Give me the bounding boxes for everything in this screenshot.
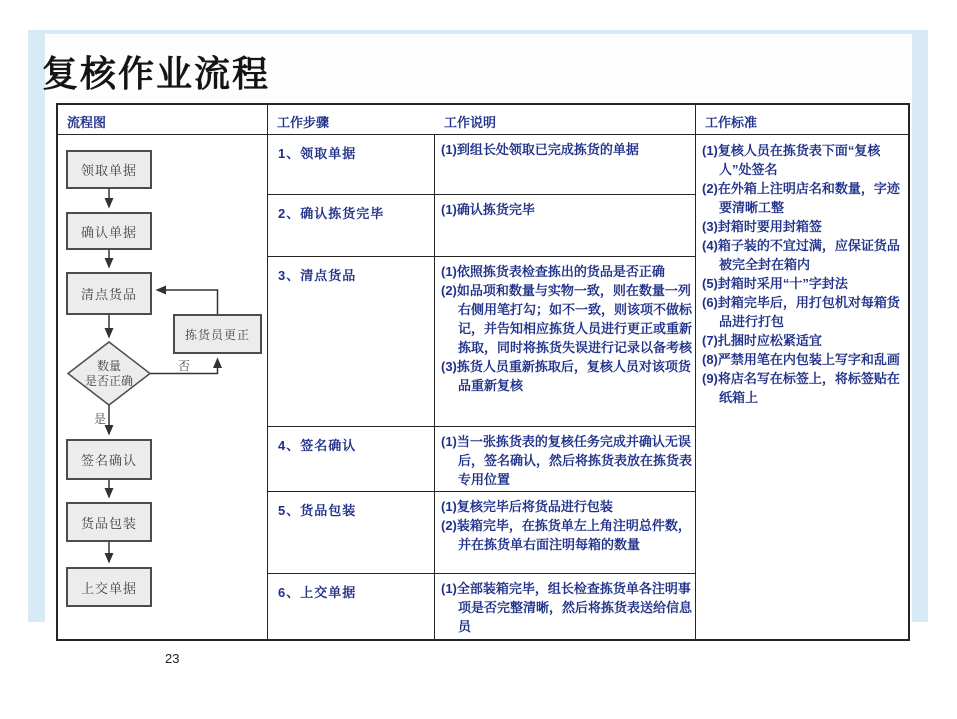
table-row	[268, 257, 695, 427]
description-item: (2)如品项和数量与实物一致，则在数量一列右侧用笔打勾；如不一致，则该项不做标记，并告知相应拣货人员进行更正或重新拣取，同时将拣货失误进行记录以备考核	[441, 283, 693, 355]
standard-item: (1)复核人员在拣货表下面“复核人”处签名	[702, 143, 881, 177]
table-row	[268, 574, 695, 639]
step-label: 2、确认拣货完毕	[268, 195, 435, 256]
description-item: (1)依照拣货表检查拣出的货品是否正确	[441, 264, 665, 279]
decision-label-line2: 是否正确	[84, 374, 133, 388]
step-description	[435, 135, 695, 194]
step-label: 5、货品包装	[268, 492, 435, 573]
description-item: (3)拣货人员重新拣取后，复核人员对该项货品重新复核	[441, 359, 691, 393]
description-item: (1)当一张拣货表的复核任务完成并确认无误后，签名确认，然后将拣货表放在拣货表专用位置	[441, 434, 693, 487]
description-item: (1)到组长处领取已完成拣货的单据	[441, 142, 639, 157]
decision-label-line1: 数量	[96, 359, 121, 373]
work-standards-cell	[695, 135, 908, 639]
branch-label-yes: 是	[94, 412, 107, 426]
table-row	[268, 492, 695, 574]
flow-node-sign-confirm: 签名确认	[66, 439, 152, 480]
table-body	[58, 135, 908, 639]
header-work-description: 工作说明	[444, 115, 497, 130]
flow-node-quantity-decision	[68, 348, 150, 400]
description-item: (2)装箱完毕，在拣货单左上角注明总件数，并在拣货单右面注明每箱的数量	[441, 518, 691, 552]
standard-item: (5)封箱时采用“十”字封法	[702, 276, 848, 291]
flowchart-cell	[58, 135, 268, 639]
flow-node-picker-correct: 拣货员更正	[173, 314, 262, 354]
table-row	[268, 195, 695, 257]
description-item: (1)确认拣货完毕	[441, 202, 535, 217]
page-title: 复核作业流程	[42, 54, 271, 94]
process-table	[56, 103, 910, 641]
flow-node-submit-doc: 上交单据	[66, 567, 152, 607]
standard-item: (9)将店名写在标签上，将标签贴在纸箱上	[702, 371, 900, 405]
step-description	[435, 492, 695, 573]
flow-node-count-goods: 清点货品	[66, 272, 152, 315]
standard-item: (8)严禁用笔在内包装上写字和乱画	[702, 352, 900, 367]
table-row	[268, 427, 695, 492]
standard-item: (7)扎捆时应松紧适宜	[702, 333, 822, 348]
step-description	[435, 427, 695, 491]
flow-node-confirm-doc: 确认单据	[66, 212, 152, 250]
step-description	[435, 574, 695, 639]
steps-and-descriptions	[268, 135, 695, 639]
standard-item: (3)封箱时要用封箱签	[702, 219, 822, 234]
header-work-steps: 工作步骤	[277, 115, 330, 130]
description-item: (1)复核完毕后将货品进行包装	[441, 499, 613, 514]
table-header-row	[58, 105, 908, 135]
branch-label-no: 否	[178, 359, 191, 373]
standard-item: (2)在外箱上注明店名和数量，字迹要清晰工整	[702, 181, 900, 215]
header-flowchart: 流程图	[58, 105, 268, 134]
step-description	[435, 195, 695, 256]
flow-node-receive-doc: 领取单据	[66, 150, 152, 189]
table-row	[268, 135, 695, 195]
step-description	[435, 257, 695, 426]
standard-item: (6)封箱完毕后，用打包机对每箱货品进行打包	[702, 295, 900, 329]
description-item: (1)全部装箱完毕，组长检查拣货单各注明事项是否完整清晰，然后将拣货表送给信息员	[441, 581, 693, 634]
flow-node-pack-goods: 货品包装	[66, 502, 152, 542]
standard-item: (4)箱子装的不宜过满，应保证货品被完全封在箱内	[702, 238, 900, 272]
step-label: 3、清点货品	[268, 257, 435, 426]
page-number: 23	[165, 651, 180, 666]
header-work-standards: 工作标准	[695, 105, 908, 134]
step-label: 1、领取单据	[268, 135, 435, 194]
step-label: 6、上交单据	[268, 574, 435, 639]
step-label: 4、签名确认	[268, 427, 435, 491]
